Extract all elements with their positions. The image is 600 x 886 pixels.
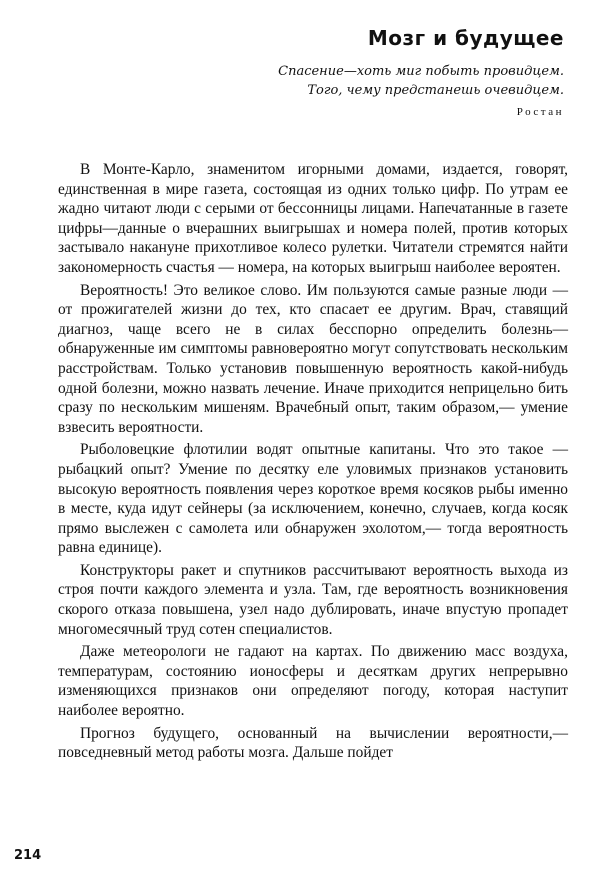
epigraph-author: Ростан xyxy=(516,106,564,118)
paragraph: В Монте-Карло, знаменитом игорными домами, издается, говорят, единственная в мире газета, состоящая из одних только цифр. По утрам ее жадно читают люди с серыми от бессонницы лицами. Напечатанные в газете цифры—данные о вчерашних выигрышах и номера полей, против которых застывало накануне прихотливое колесо рулетки. Читатели стремятся найти закономерность счастья — номера, на которых выигрыш наиболее вероятен. xyxy=(58,161,568,276)
paragraph: Конструкторы ракет и спутников рассчитывают вероятность выхода из строя почти каждого элемента и узла. Там, где вероятность возникновения скорого отказа повышена, узел надо дублировать, иначе впустую пропадет многомесячный труд сотен специалистов. xyxy=(58,561,568,638)
paragraph: Прогноз будущего, основанный на вычислении вероятности,— повседневный метод работы мозга. Дальше пойдет xyxy=(58,724,568,762)
chapter-title: Мозг и будущее xyxy=(367,26,564,50)
page-number: 214 xyxy=(14,848,42,863)
epigraph-line: Спасение—хоть миг побыть провидцем. xyxy=(278,64,564,79)
paragraph: Даже метеорологи не гадают на картах. По движению масс воздуха, температурам, состоянию ионосферы и десяткам других непрерывно изменяющихся признаков они определяют погоду, которая наступит наиболее вероятно. xyxy=(58,643,568,720)
body-text xyxy=(58,160,568,763)
epigraph-line: Того, чему предстанешь очевидцем. xyxy=(307,83,564,98)
paragraph: Рыболовецкие флотилии водят опытные капитаны. Что это такое — рыбацкий опыт? Умение по десятку еле уловимых признаков установить высокую вероятность появления через короткое время косяков рыбы именно в месте, куда идут сейнеры (за исключением, конечно, случаев, когда косяк прямо выслежен с самолета или обнаружен эхолотом,— тогда вероятность равна единице). xyxy=(58,441,568,557)
epigraph xyxy=(58,62,568,100)
book-page xyxy=(58,26,568,766)
paragraph: Вероятность! Это великое слово. Им пользуются самые разные люди — от прожигателей жизни до тех, кто спасает ее другим. Врач, ставящий диагноз, чаще всего не в силах бесспорно определить болезнь—обнаруженные им симптомы равновероятно могут сопутствовать нескольким расстройствам. Только установив повышенную вероятность какой-нибудь одной болезни, можно назвать лечение. Иначе приходится неприцельно бить сразу по нескольким мишеням. Врачебный опыт, таким образом,— умение взвесить вероятности. xyxy=(58,281,568,436)
